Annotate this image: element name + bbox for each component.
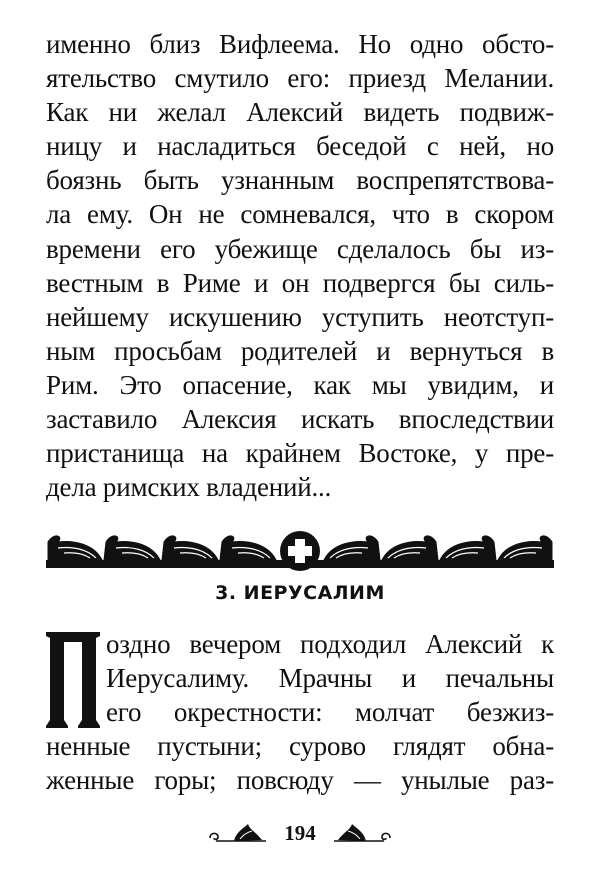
text-line: женные горы; повсюду — унылые раз- — [46, 765, 554, 796]
text-line: Как ни желал Алексий видеть подвиж- — [46, 97, 554, 128]
text-line: ятельство смутило его: приезд Мелании. — [46, 63, 554, 94]
text-line: пристанища на крайнем Востоке, у пре- — [46, 438, 554, 469]
text-line: заставило Алексия искать впоследствии — [46, 404, 554, 435]
text-line: ницу и насладиться беседой с ней, но — [46, 131, 554, 162]
text-line: Иерусалиму. Мрачны и печальны — [106, 663, 554, 694]
page-number: 194 — [284, 820, 316, 845]
text-line: дела римских владений... — [46, 472, 332, 503]
page-footer — [0, 818, 600, 848]
text-line: ла ему. Он не сомневался, что в скором — [46, 199, 554, 230]
text-line: нейшему искушению уступить неотступ- — [46, 301, 554, 332]
text-line: боязнь быть узнанным воспрепятствова- — [46, 165, 554, 196]
paragraph-2 — [46, 627, 554, 797]
text-line: Рим. Это опасение, как мы увидим, и — [46, 369, 554, 400]
text-line: вестным в Риме и он подвергся бы силь- — [46, 267, 554, 298]
text-line: времени его убежище сделалось бы из- — [46, 233, 554, 264]
text-line: оздно вечером подходил Алексий к — [106, 629, 554, 659]
winged-cross-ornament-icon — [44, 530, 556, 572]
text-line: именно близ Вифлеема. Но одно обсто- — [46, 29, 554, 59]
text-line: его окрестности: молчат безжиз- — [106, 697, 554, 728]
leaf-flourish-icon — [332, 822, 394, 844]
text-line: ненные пустыни; сурово глядят обна- — [46, 731, 554, 762]
text-line: ным просьбам родителей и вернуться в — [46, 335, 554, 366]
leaf-flourish-icon — [206, 822, 268, 844]
paragraph-1 — [46, 27, 554, 504]
section-heading: 3. ИЕРУСАЛИМ — [215, 582, 385, 604]
